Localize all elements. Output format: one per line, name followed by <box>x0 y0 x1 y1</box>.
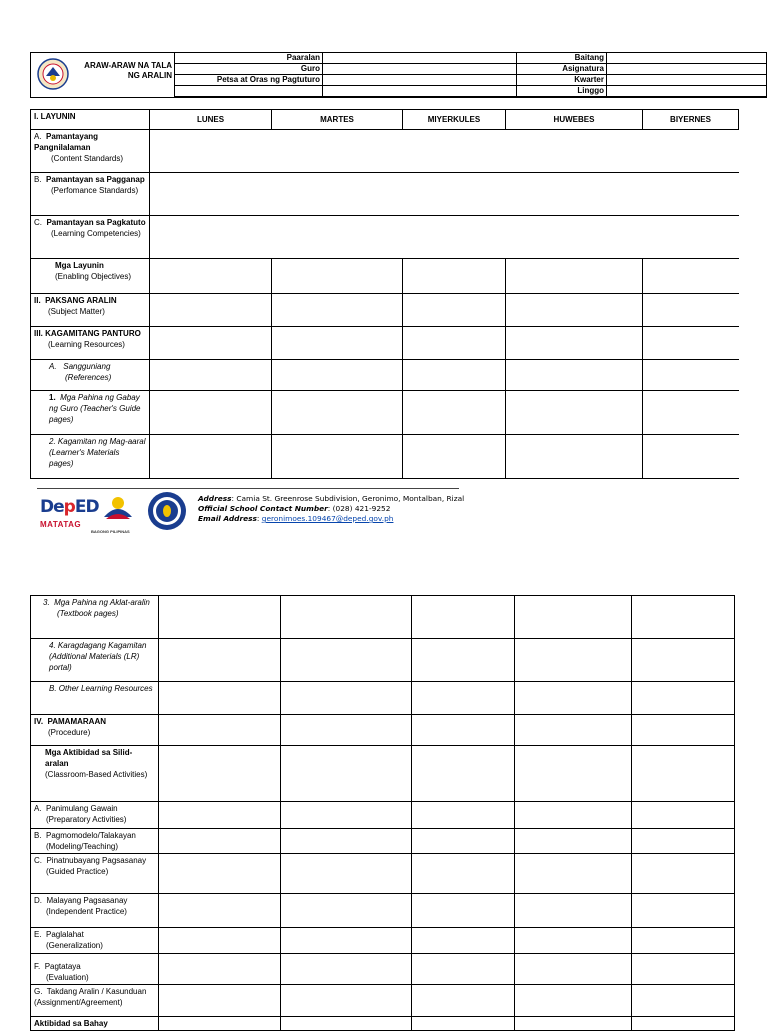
row-label: II. PAKSANG ARALIN (Subject Matter) <box>31 294 150 327</box>
field-kwarter[interactable] <box>607 75 767 86</box>
merged-cell[interactable] <box>150 173 739 216</box>
row-label: F. Pagtataya (Evaluation) <box>31 954 159 985</box>
label-linggo: Linggo <box>517 86 607 97</box>
table-row <box>31 435 739 479</box>
row-label: C. Pamantayan sa Pagkatuto (Learning Competencies) <box>31 216 150 259</box>
row-label: E. Paglalahat (Generalization) <box>31 928 159 954</box>
title-line-2: NG ARALIN <box>127 71 172 80</box>
day-huwebes: HUWEBES <box>506 110 643 130</box>
table-row <box>31 894 735 928</box>
table-row <box>31 360 739 391</box>
table-row <box>31 639 735 682</box>
school-seal-icon <box>147 491 187 531</box>
row-label: D. Malayang Pagsasanay (Independent Practice) <box>31 894 159 928</box>
label-guro: Guro <box>175 64 323 75</box>
lesson-table-page2 <box>30 595 735 1031</box>
label-petsa: Petsa at Oras ng Pagtuturo <box>175 75 323 86</box>
school-address-block: Address: Camia St. Greenrose Subdivision, Geronimo, Montalban, Rizal Official School Contact Number: (028) 421-9252 Email Address: geronimoes.109467@deped.gov.ph <box>198 494 465 523</box>
row-label: G. Takdang Aralin / Kasunduan (Assignment/Agreement) <box>31 985 159 1017</box>
table-row <box>31 130 739 173</box>
corner-layunin: I. LAYUNIN <box>31 110 150 130</box>
row-label: 1. Mga Pahina ng Gabay ng Guro (Teacher's Guide pages) <box>31 391 150 435</box>
row-label: IV. PAMAMARAAN (Procedure) <box>31 715 159 746</box>
row-label: Aktibidad sa Bahay <box>31 1017 159 1031</box>
row-label: Mga Layunin (Enabling Objectives) <box>31 259 150 294</box>
row-label: 3. Mga Pahina ng Aklat-aralin (Textbook pages) <box>31 596 159 639</box>
footer-divider <box>37 488 459 489</box>
table-row <box>31 928 735 954</box>
row-label: Mga Aktibidad sa Silid-aralan (Classroom-Based Activities) <box>31 746 159 802</box>
field-linggo[interactable] <box>607 86 767 97</box>
table-row <box>31 391 739 435</box>
merged-cell[interactable] <box>150 216 739 259</box>
row-label: B. Pagmomodelo/Talakayan (Modeling/Teaching) <box>31 829 159 854</box>
deped-logo: DepED <box>40 497 99 517</box>
table-row <box>31 327 739 360</box>
table-row <box>31 294 739 327</box>
field-petsa[interactable] <box>323 75 517 86</box>
table-row <box>31 985 735 1017</box>
day-miyerkules: MIYERKULES <box>403 110 506 130</box>
table-row <box>31 802 735 829</box>
title-line-1: ARAW-ARAW NA TALA <box>84 61 172 70</box>
label-baitang: Baitang <box>517 53 607 64</box>
matatag-logo: MATATAG <box>40 520 82 529</box>
deped-seal-icon <box>37 58 69 90</box>
label-asignatura: Asignatura <box>517 64 607 75</box>
label-kwarter: Kwarter <box>517 75 607 86</box>
header-left-fields <box>174 52 517 97</box>
field-paaralan[interactable] <box>323 53 517 64</box>
row-label: A. Panimulang Gawain (Preparatory Activities) <box>31 802 159 829</box>
table-row <box>31 829 735 854</box>
day-martes: MARTES <box>272 110 403 130</box>
row-label: 2. Kagamitan ng Mag-aaral (Learner's Materials pages) <box>31 435 150 479</box>
header-right-fields <box>516 52 767 97</box>
row-label: C. Pinatnubayang Pagsasanay (Guided Practice) <box>31 854 159 894</box>
table-row <box>31 216 739 259</box>
field-guro[interactable] <box>323 64 517 75</box>
day-biyernes: BIYERNES <box>643 110 739 130</box>
row-label: III. KAGAMITANG PANTURO (Learning Resources) <box>31 327 150 360</box>
table-row <box>31 173 739 216</box>
merged-cell[interactable] <box>150 130 739 173</box>
bagong-pilipinas-label: BAGONG PILIPINAS <box>91 529 130 534</box>
label-paaralan: Paaralan <box>175 53 323 64</box>
email-link[interactable]: geronimoes.109467@deped.gov.ph <box>261 514 394 523</box>
field-baitang[interactable] <box>607 53 767 64</box>
row-label: B. Pamantayan sa Pagganap (Perfomance Standards) <box>31 173 150 216</box>
table-row <box>31 715 735 746</box>
day-lunes: LUNES <box>150 110 272 130</box>
table-row <box>31 746 735 802</box>
bagong-pilipinas-icon <box>100 491 136 527</box>
row-label: A. Pamantayang Pangnilalaman (Content Standards) <box>31 130 150 173</box>
row-label: B. Other Learning Resources <box>31 682 159 715</box>
table-row <box>31 682 735 715</box>
table-row <box>31 854 735 894</box>
header-title <box>80 61 172 81</box>
field-asignatura[interactable] <box>607 64 767 75</box>
row-label: A. Sangguniang (References) <box>31 360 150 391</box>
lesson-table-page1 <box>30 109 739 479</box>
table-row <box>31 596 735 639</box>
table-row <box>31 259 739 294</box>
table-row <box>31 954 735 985</box>
row-label: 4. Karagdagang Kagamitan (Additional Materials (LR) portal) <box>31 639 159 682</box>
